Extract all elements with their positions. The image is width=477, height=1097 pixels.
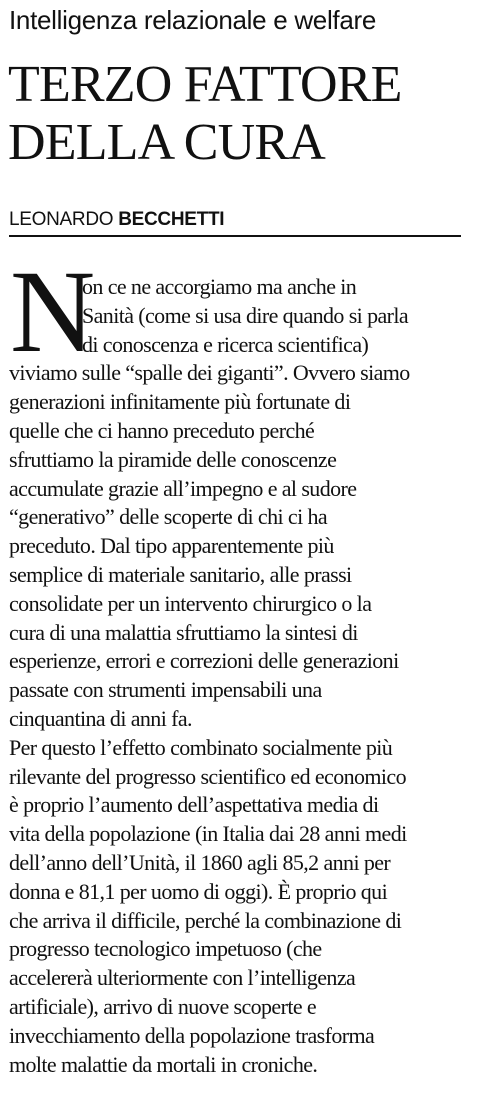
body-line: progresso tecnologico impetuoso (che [9, 936, 322, 962]
body-line: generazioni infinitamente più fortunate di [9, 389, 351, 415]
headline-line: DELLA CURA [8, 114, 326, 171]
body-line: consolidate per un intervento chirurgico o la [9, 590, 372, 616]
body-line: cura di una malattia sfruttiamo la sintesi di [9, 619, 358, 645]
body-line: donna e 81,1 per uomo di oggi). È proprio qui [9, 878, 388, 904]
body-line: cinquantina di anni fa. [9, 705, 192, 731]
author-last-name: BECCHETTI [118, 209, 225, 230]
byline-rule [9, 235, 461, 237]
author-first-name: LEONARDO [9, 209, 114, 230]
byline [9, 208, 224, 232]
body-line: molte malattie da mortali in croniche. [9, 1051, 318, 1077]
body-line: passate con strumenti impensabili una [9, 677, 322, 703]
body-line: esperienze, errori e correzioni delle generazioni [9, 648, 399, 674]
body-line: sfruttiamo la piramide delle conoscenze [9, 446, 337, 472]
kicker: Intelligenza relazionale e welfare [9, 5, 377, 35]
body-line: accumulate grazie all’impegno e al sudore [9, 475, 357, 501]
body-line: quelle che ci hanno preceduto perché [9, 417, 315, 443]
body-line: che arriva il difficile, perché la combinazione di [9, 907, 402, 933]
body-line: semplice di materiale sanitario, alle prassi [9, 561, 352, 587]
headline [8, 56, 402, 172]
body-line: accelererà ulteriormente con l’intelligenza [9, 965, 356, 991]
body-line: vita della popolazione (in Italia dai 28 anni medi [9, 821, 407, 847]
body-line: preceduto. Dal tipo apparentemente più [9, 533, 334, 559]
body-line: è proprio l’aumento dell’aspettativa media di [9, 792, 379, 818]
body-line: viviamo sulle “spalle dei giganti”. Ovvero siamo [9, 360, 410, 386]
body-line: on ce ne accorgiamo ma anche in [82, 274, 357, 299]
body-line: invecchiamento della popolazione trasforma [9, 1022, 375, 1048]
body-line: Per questo l’effetto combinato socialmente più [9, 734, 393, 760]
headline-line: TERZO FATTORE [8, 56, 402, 113]
body-line: rilevante del progresso scientifico ed economico [9, 763, 406, 789]
body-line: di conoscenza e ricerca scientifica) [82, 331, 369, 357]
body-line: artificiale), arrivo di nuove scoperte e [9, 993, 317, 1019]
article-body [9, 273, 469, 1079]
body-line: dell’anno dell’Unità, il 1860 agli 85,2 anni per [9, 849, 391, 875]
body-line: Sanità (come si usa dire quando si parla [82, 302, 409, 328]
body-line: “generativo” delle scoperte di chi ci ha [9, 504, 328, 530]
drop-cap: N [10, 246, 96, 377]
